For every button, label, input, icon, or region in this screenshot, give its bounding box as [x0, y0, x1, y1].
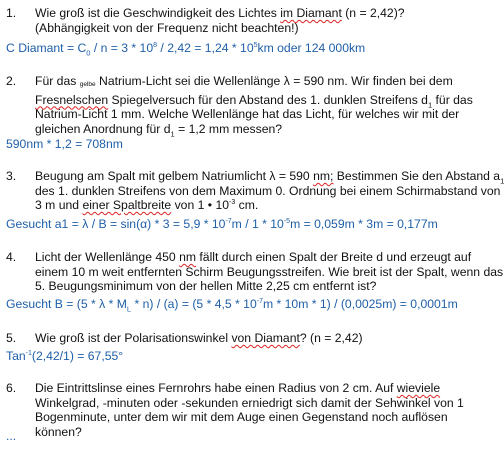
answer-4 — [6, 297, 458, 312]
text-run: / n = 3 * 10 — [90, 41, 154, 55]
text-run: / 2,42 = 1,24 * 10 — [157, 41, 254, 55]
subscript: L — [126, 304, 132, 314]
text-run: Gesucht B = (5 * λ * M — [6, 297, 127, 311]
subscript: 1 — [427, 99, 433, 109]
text-run: = 1,2 mm messen? — [174, 121, 283, 136]
text-run: gleichen Anordnung für d — [35, 121, 171, 136]
text-run: Gesucht a1 = λ / B = sin(α) * 3 = 5,9 * 10 — [6, 217, 226, 231]
text-run: km oder 124 000km — [257, 41, 366, 55]
superscript: -1 — [25, 349, 32, 357]
text-run: cm. — [235, 198, 259, 212]
text-run: m * 10m * 1) / (0,0025m) = 0,0001m — [262, 297, 458, 311]
question-number: 2. — [6, 74, 17, 88]
text-line: des 1. dunklen Streifens von dem Maximum 0. Ordnung bei einem Schirmabstand von — [35, 183, 501, 198]
text-run: (2,42/1) = 67,55° — [31, 349, 124, 363]
superscript: -7 — [225, 217, 232, 225]
question-number: 4. — [6, 250, 17, 264]
subscript: 1 — [500, 176, 504, 186]
question-text — [35, 381, 491, 439]
text-line: Bogenminute, unter dem wir mit dem Auge einen Gegenstand noch auflösen können? — [35, 410, 448, 439]
text-line: 5. Beugungsminimum von der hellen Mitte 2,25 cm entfernt ist? — [35, 279, 377, 293]
text-run: Beugung am Spalt mit gelbem Natriumlicht λ = 590 — [35, 169, 314, 183]
spellcheck-word: im Diamant — [280, 6, 342, 20]
text-line: Natrium-Licht 1 mm. Welche Wellenlänge hat das Licht, für welches wir mit der — [35, 107, 460, 121]
question-number: 3. — [6, 169, 17, 183]
question-text — [35, 331, 491, 346]
text-run: ? (n = 2,42) — [299, 331, 363, 345]
question-4 — [6, 250, 504, 294]
answer-3 — [6, 217, 438, 232]
spellcheck-word: Fresnelschen — [35, 92, 109, 107]
text-run: m = 0,059m * 3m = 0,177m — [290, 217, 438, 231]
text-run: m / 1 * 10 — [231, 217, 284, 231]
spellcheck-word: nm; — [313, 169, 334, 183]
spellcheck-word: wieviele — [396, 381, 441, 395]
text-run: * n) / (a) = (5 * 4,5 * 10 — [131, 297, 257, 311]
text-run: für das — [432, 92, 473, 107]
superscript: 5 — [253, 41, 258, 49]
text-run: 3 m und — [35, 198, 83, 212]
question-6 — [6, 381, 491, 439]
superscript: -5 — [283, 217, 291, 225]
subscript: 0 — [86, 48, 91, 58]
answer-6: ... — [6, 429, 17, 443]
text-run: von 1 • 10 — [171, 198, 229, 212]
text-line: einem 10 m weit entfernten Schirm Beugungsstreifen. Wie breit ist der Spalt, wenn das — [35, 264, 504, 279]
question-text — [35, 250, 504, 294]
text-line: Winkelgrad, -minuten oder -sekunden erniedrigt sich damit der Sehwinkel von 1 — [35, 395, 464, 410]
text-run: Für das — [35, 74, 80, 88]
text-run: Tan — [6, 349, 26, 363]
text-run: Wie groß ist die Geschwindigkeit des Lichtes — [35, 6, 281, 20]
text-run: fällt durch einen Spalt der Breite d und erzeugt auf — [196, 250, 472, 264]
text-run: Bestimmen Sie den Abstand a — [333, 169, 501, 183]
text-line: (Abhängigkeit von der Frequenz nicht beachten!) — [35, 20, 299, 35]
superscript: -3 — [229, 198, 236, 206]
text-run: Die Eintrittslinse eines Fernrohrs habe einen Radius von 2 cm. Auf — [35, 381, 397, 395]
question-number: 1. — [6, 6, 17, 20]
spellcheck-word: nm — [179, 250, 197, 264]
tiny-word: gelbe — [79, 81, 96, 88]
question-text — [35, 74, 491, 136]
subscript: 1 — [170, 128, 175, 138]
text-run: (n = 2,42)? — [341, 6, 405, 20]
superscript: 8 — [153, 41, 158, 49]
text-run: C Diamant = C — [6, 41, 87, 55]
question-5 — [6, 331, 491, 346]
spellcheck-word: von Diamant — [231, 331, 300, 345]
question-text — [35, 169, 504, 213]
question-1 — [6, 6, 491, 35]
text-run: Licht der Wellenlänge 450 — [35, 250, 180, 264]
text-run: Wie groß ist der Polarisationswinkel — [35, 331, 232, 345]
question-3 — [6, 169, 504, 213]
question-2 — [6, 74, 491, 136]
answer-5 — [6, 349, 123, 364]
answer-1 — [6, 41, 365, 56]
question-number: 6. — [6, 381, 17, 395]
spellcheck-word: einer Spaltbreite — [82, 198, 172, 212]
text-run: Spiegelversuch für den Abstand des 1. dunklen Streifens d — [108, 92, 428, 107]
question-number: 5. — [6, 331, 17, 345]
superscript: -7 — [256, 297, 263, 305]
text-run: Natrium-Licht sei die Wellenlänge λ = 590 nm. Wir finden bei dem — [95, 74, 453, 88]
answer-2: 590nm * 1,2 = 708nm — [6, 137, 123, 151]
question-text — [35, 6, 491, 35]
